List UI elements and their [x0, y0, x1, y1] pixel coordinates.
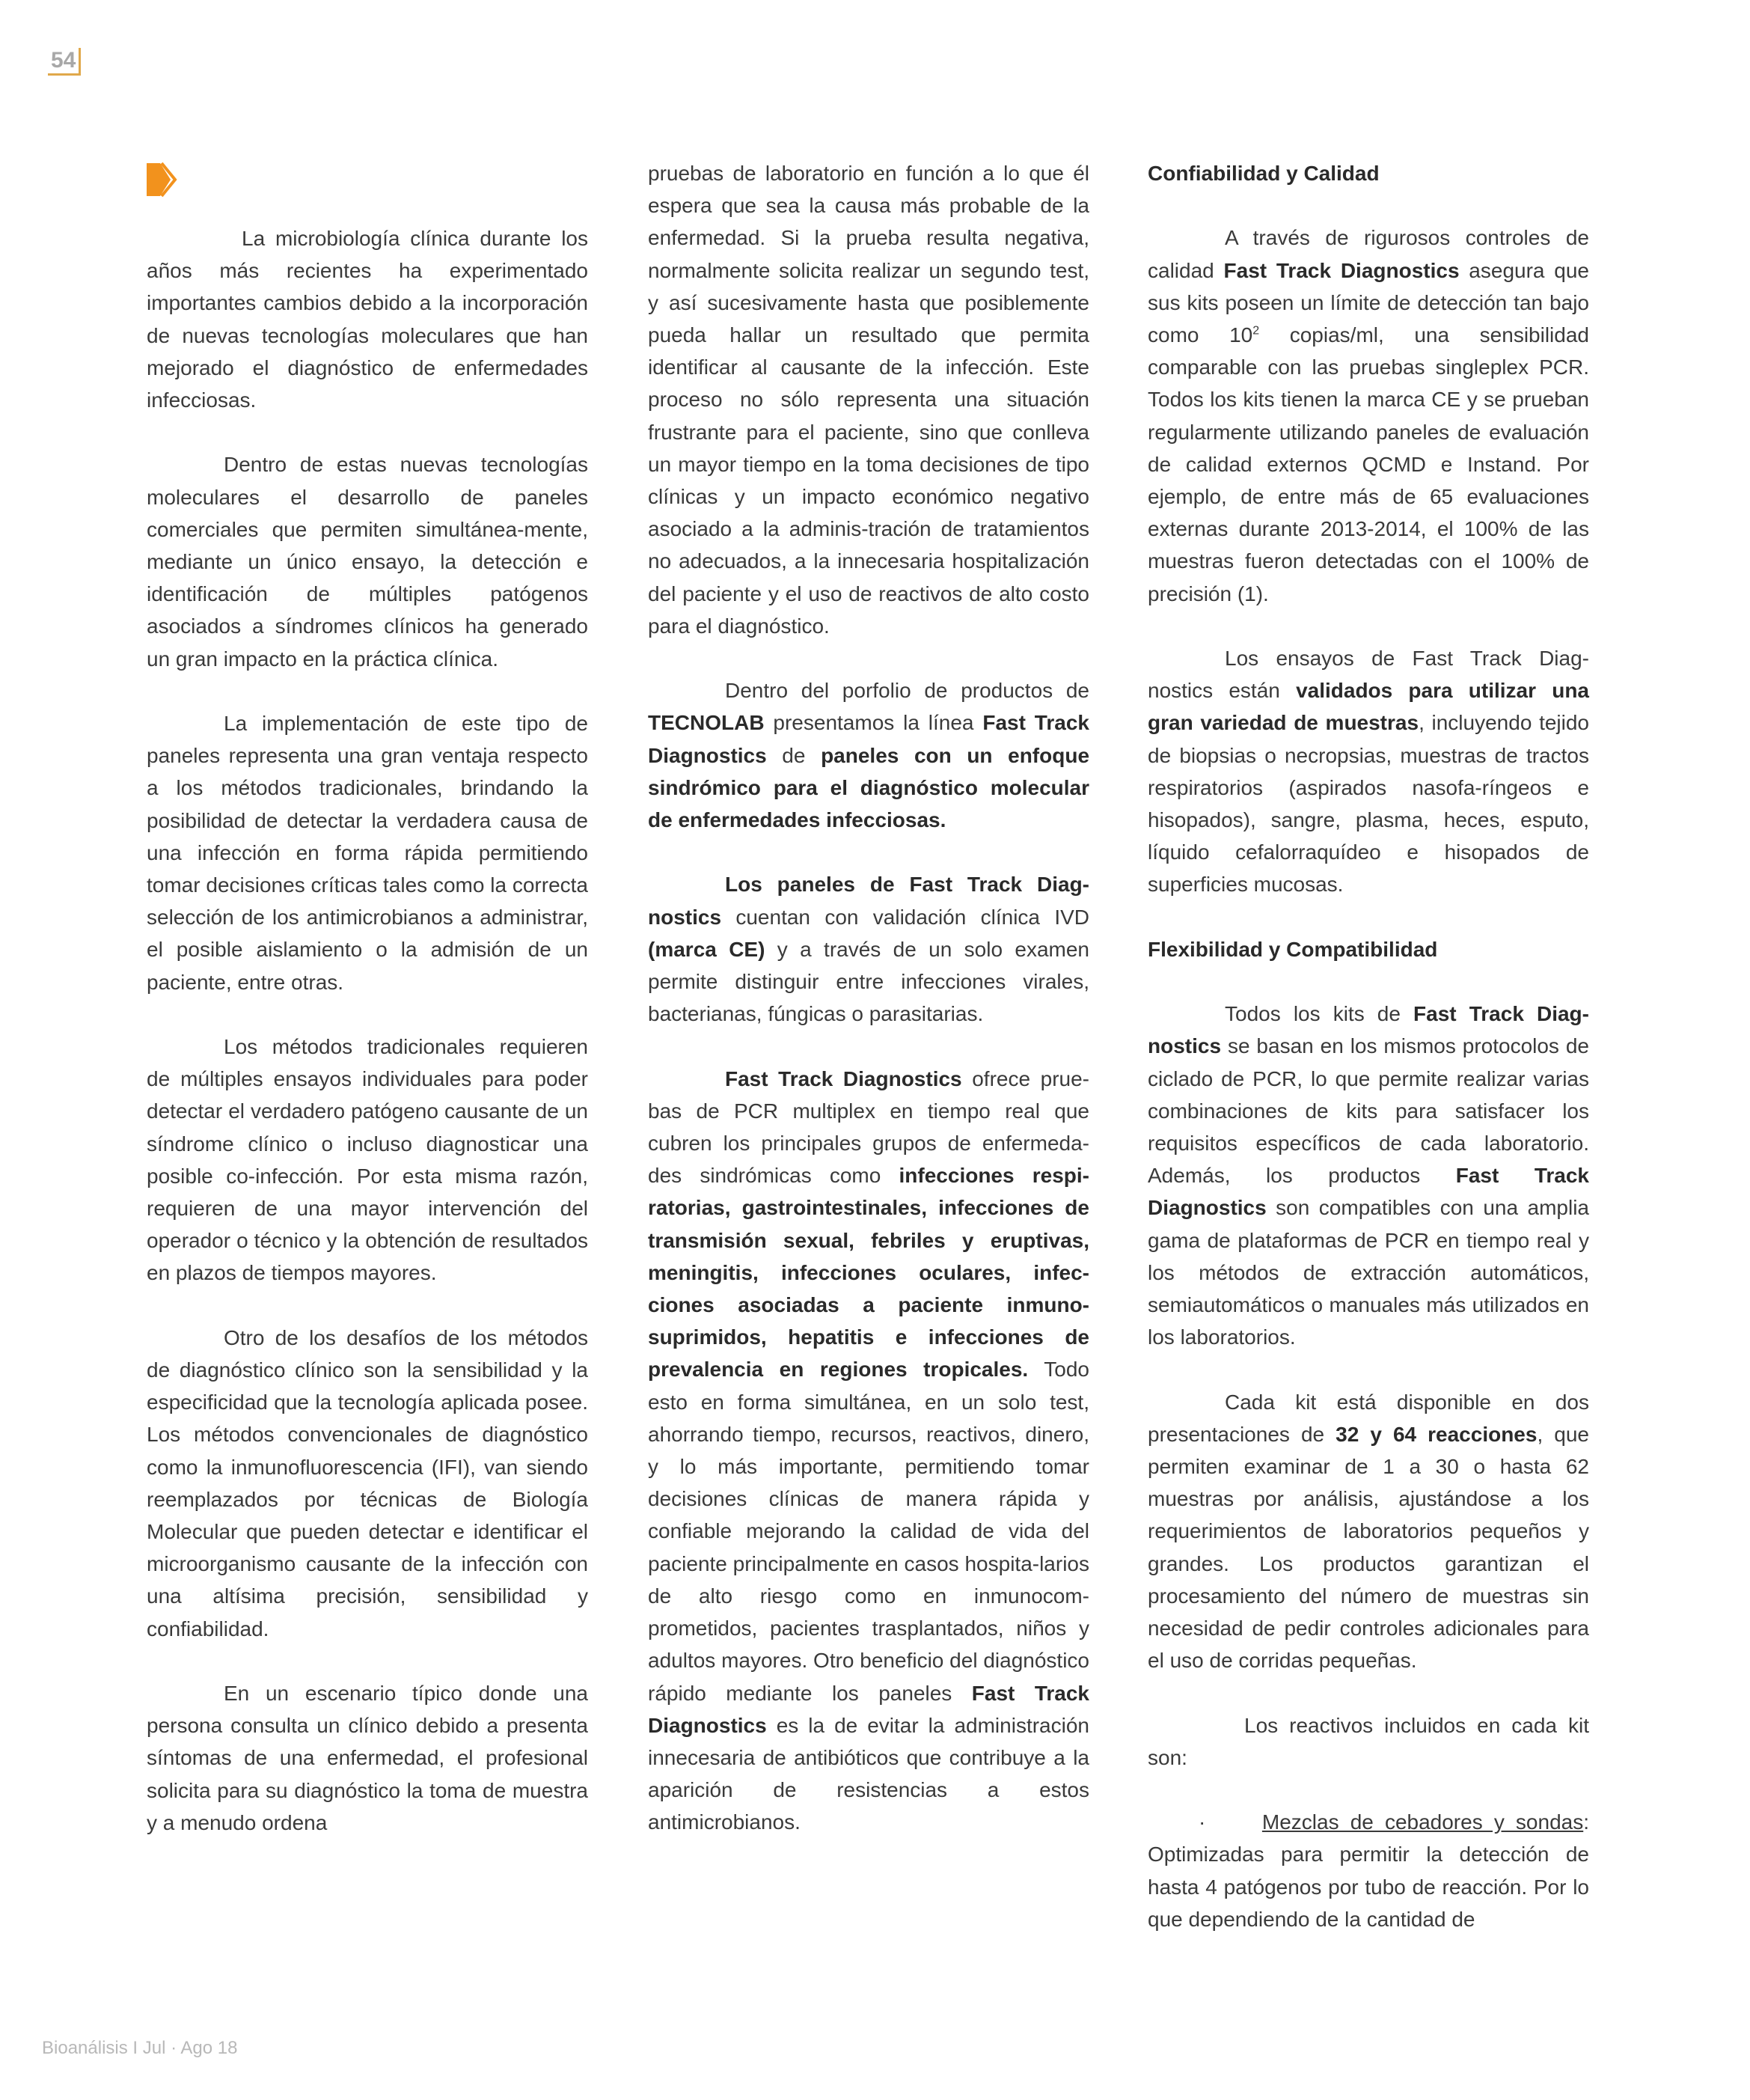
bold-text: infecciones respi-ratorias, gastrointestinales, infecciones de transmisión sexual, febriles y eruptivas, meningitis, infecciones oculares, infec-ciones asociadas a paciente inmuno-suprimidos, hepatitis e infecciones de prevalencia en regiones tropicales. [648, 1164, 1089, 1382]
text-run: asegura que sus kits poseen un límite de detección tan bajo como 10 [1148, 258, 1589, 347]
product-name: Fast Track Diag-nostics [1148, 1002, 1589, 1058]
section-heading: Flexibilidad y Compatibilidad [1148, 937, 1438, 961]
paragraph [648, 868, 1089, 1030]
bullet-term: Mezclas de cebadores y sondas [1261, 1810, 1584, 1834]
text-run: de [766, 743, 822, 767]
paragraph: Otro de los desafíos de los métodos de diagnóstico clínico son la sensibilidad y la especificidad que la tecnología aplicada posee. Los métodos convencionales de diagnóstico como la inmunofluorescencia (IFI), van siendo reemplazados por técnicas de Biología Molecular que pueden detectar e identificar el microorganismo causante de la infección con una altísima precisión, sensibilidad y confiabilidad. [147, 1325, 588, 1640]
text-run: Cada kit está disponible en dos presentaciones de [1148, 1390, 1589, 1446]
bold-text: validados para utilizar una gran variedad de muestras [1148, 679, 1590, 735]
text-run: : Optimizadas para permitir la detección de hasta 4 patógenos por tubo de reacción. Por lo que dependiendo de la cantidad de [1148, 1810, 1589, 1931]
bold-text: Los paneles de Fast Track Diag-nostics [648, 873, 1089, 929]
paragraph [1148, 1386, 1589, 1677]
text-run: , incluyendo tejido de biopsias o necropsias, muestras de tractos respiratorios (aspirados nasofa-ríngeos e hisopados), sangre, plasma, heces, esputo, líquido cefalorraquídeo e hisopados de superficies mucosas. [1148, 711, 1590, 897]
paragraph [1148, 642, 1589, 901]
bullet-item [1148, 1806, 1589, 1935]
paragraph [1148, 998, 1589, 1353]
product-name: Fast Track Diagnostics [648, 711, 1089, 767]
text-run: cuentan con validación clínica IVD [721, 905, 1089, 929]
article-column-3 [1148, 157, 1589, 1968]
paragraph: Los reactivos incluidos en cada kit son: [1148, 1713, 1589, 1769]
product-name: Fast Track Diagnostics [1223, 258, 1460, 282]
superscript: 2 [1252, 324, 1260, 338]
paragraph: pruebas de laboratorio en función a lo que él espera que sea la causa más probable de la enfermedad. Si la prueba resulta negativa, normalmente solicita realizar un segundo test, y así sucesivamente hasta que posiblemente pueda hallar un resultado que permita identificar al causante de la infección. Este proceso no sólo representa una situación frustrante para el paciente, sino que conlleva un mayor tiempo en la toma decisiones de tipo clínicas y un impacto económico negativo asociado a la adminis-tración de tratamientos no adecuados, a la innecesaria hospitalización del paciente y el uso de reactivos de alto costo para el diagnóstico. [648, 162, 1089, 638]
text-run: son compatibles con una amplia gama de plataformas de PCR en tiempo real y los métodos de extracción automáticos, semiautomáticos o manuales más utilizados en los laboratorios. [1148, 1196, 1589, 1349]
product-name: Fast Track Diagnostics [1148, 1164, 1589, 1220]
bullet-icon: · [1199, 1810, 1206, 1834]
text-run: se basan en los mismos protocolos de ciclado de PCR, lo que permite realizar varias combinaciones de kits para satisfacer los requisitos específicos de cada laboratorio. Además, los productos [1148, 1034, 1589, 1188]
text-run: ofrece prue-bas de PCR multiplex en tiempo real que cubren los principales grupos de enfermeda-des sindrómicas como [648, 1066, 1089, 1188]
text-run: Dentro del porfolio de productos de [725, 679, 1089, 703]
text-run: A través de rigurosos controles de calidad [1148, 226, 1589, 282]
article-column-2 [648, 157, 1089, 1871]
text-run: Los ensayos de Fast Track Diag-nostics están [1148, 647, 1589, 703]
paragraph: Los métodos tradicionales requieren de múltiples ensayos individuales para poder detectar el verdadero patógeno causante de un síndrome clínico o incluso diagnosticar una posible co-infección. Por esta misma razón, requieren de una mayor intervención del operador o técnico y la obtención de resultados en plazos de tiempos mayores. [147, 1035, 588, 1285]
text-run: es la de evitar la administración innecesaria de antibióticos que contribuye a la aparición de resistencias a estos antimicrobianos. [648, 1713, 1089, 1834]
brand-name: TECNOLAB [648, 711, 765, 735]
paragraph: En un escenario típico donde una persona consulta un clínico debido a presenta síntomas de una enfermedad, el profesional solicita para su diagnóstico la toma de muestra y a menudo ordena [147, 1682, 588, 1834]
paragraph [648, 674, 1089, 836]
bold-text: paneles con un enfoque sindrómico para el diagnóstico molecular de enfermedades infecciosas. [648, 743, 1090, 832]
paragraph [648, 1063, 1089, 1839]
text-run: presentamos la línea [764, 711, 983, 735]
paragraph [1148, 222, 1589, 609]
chevron-right-icon [145, 160, 181, 199]
text-run: , que permiten examinar de 1 a 30 o hasta 62 muestras por análisis, ajustándose a los requerimientos de laboratorios pequeños y grandes. Los productos garantizan el procesamiento del número de muestras sin necesidad de pedir controles adicionales para el uso de corridas pequeñas. [1148, 1422, 1589, 1673]
bold-text: 32 y 64 reacciones [1336, 1422, 1538, 1446]
paragraph: Dentro de estas nuevas tecnologías moleculares el desarrollo de paneles comerciales que permiten simultánea-mente, mediante un único ensayo, la detección e identificación de múltiples patógenos asociados a síndromes clínicos ha generado un gran impacto en la práctica clínica. [147, 453, 588, 671]
product-name: Fast Track Diagnostics [648, 1681, 1089, 1737]
page-footer: Bioanálisis I Jul · Ago 18 [42, 2038, 238, 2058]
paragraph: La implementación de este tipo de paneles representa una gran ventaja respecto a los métodos tradicionales, brindando la posibilidad de detectar la verdadera causa de una infección en forma rápida permitiendo tomar decisiones críticas tales como la correcta selección de los antimicrobianos a administrar, el posible aislamiento o la admisión de un paciente, entre otras. [147, 712, 588, 994]
page-number: 54 [48, 48, 81, 76]
text-run: Todos los kits de [1225, 1002, 1414, 1026]
product-name: Fast Track Diagnostics [725, 1066, 962, 1090]
bold-text: (marca CE) [648, 937, 765, 961]
text-run: y a través de un solo examen permite distinguir entre infecciones virales, bacterianas, fúngicas o parasitarias. [648, 937, 1089, 1026]
section-heading: Confiabilidad y Calidad [1148, 162, 1380, 185]
text-run: Todo esto en forma simultánea, en un solo test, ahorrando tiempo, recursos, reactivos, dinero, y lo más importante, permitiendo tomar decisiones clínicas de manera rápida y confiable mejorando la calidad de vida del paciente principalmente en casos hospita-larios de alto riesgo como en inmunocom-prometidos, pacientes trasplantados, niños y adultos mayores. Otro beneficio del diagnóstico rápido mediante los paneles [648, 1358, 1089, 1705]
article-column-1 [147, 222, 588, 1871]
paragraph: La microbiología clínica durante los años más recientes ha experimentado importantes cambios debido a la incorporación de nuevas tecnologías moleculares que han mejorado el diagnóstico de enfermedades infecciosas. [147, 227, 588, 412]
text-run: copias/ml, una sensibilidad comparable con las pruebas singleplex PCR. Todos los kits tienen la marca CE y se prueban regularmente utilizando paneles de evaluación de calidad externos QCMD e Instand. Por ejemplo, de entre más de 65 evaluaciones externas durante 2013-2014, el 100% de las muestras fueron detectadas con el 100% de precisión (1). [1148, 323, 1589, 605]
